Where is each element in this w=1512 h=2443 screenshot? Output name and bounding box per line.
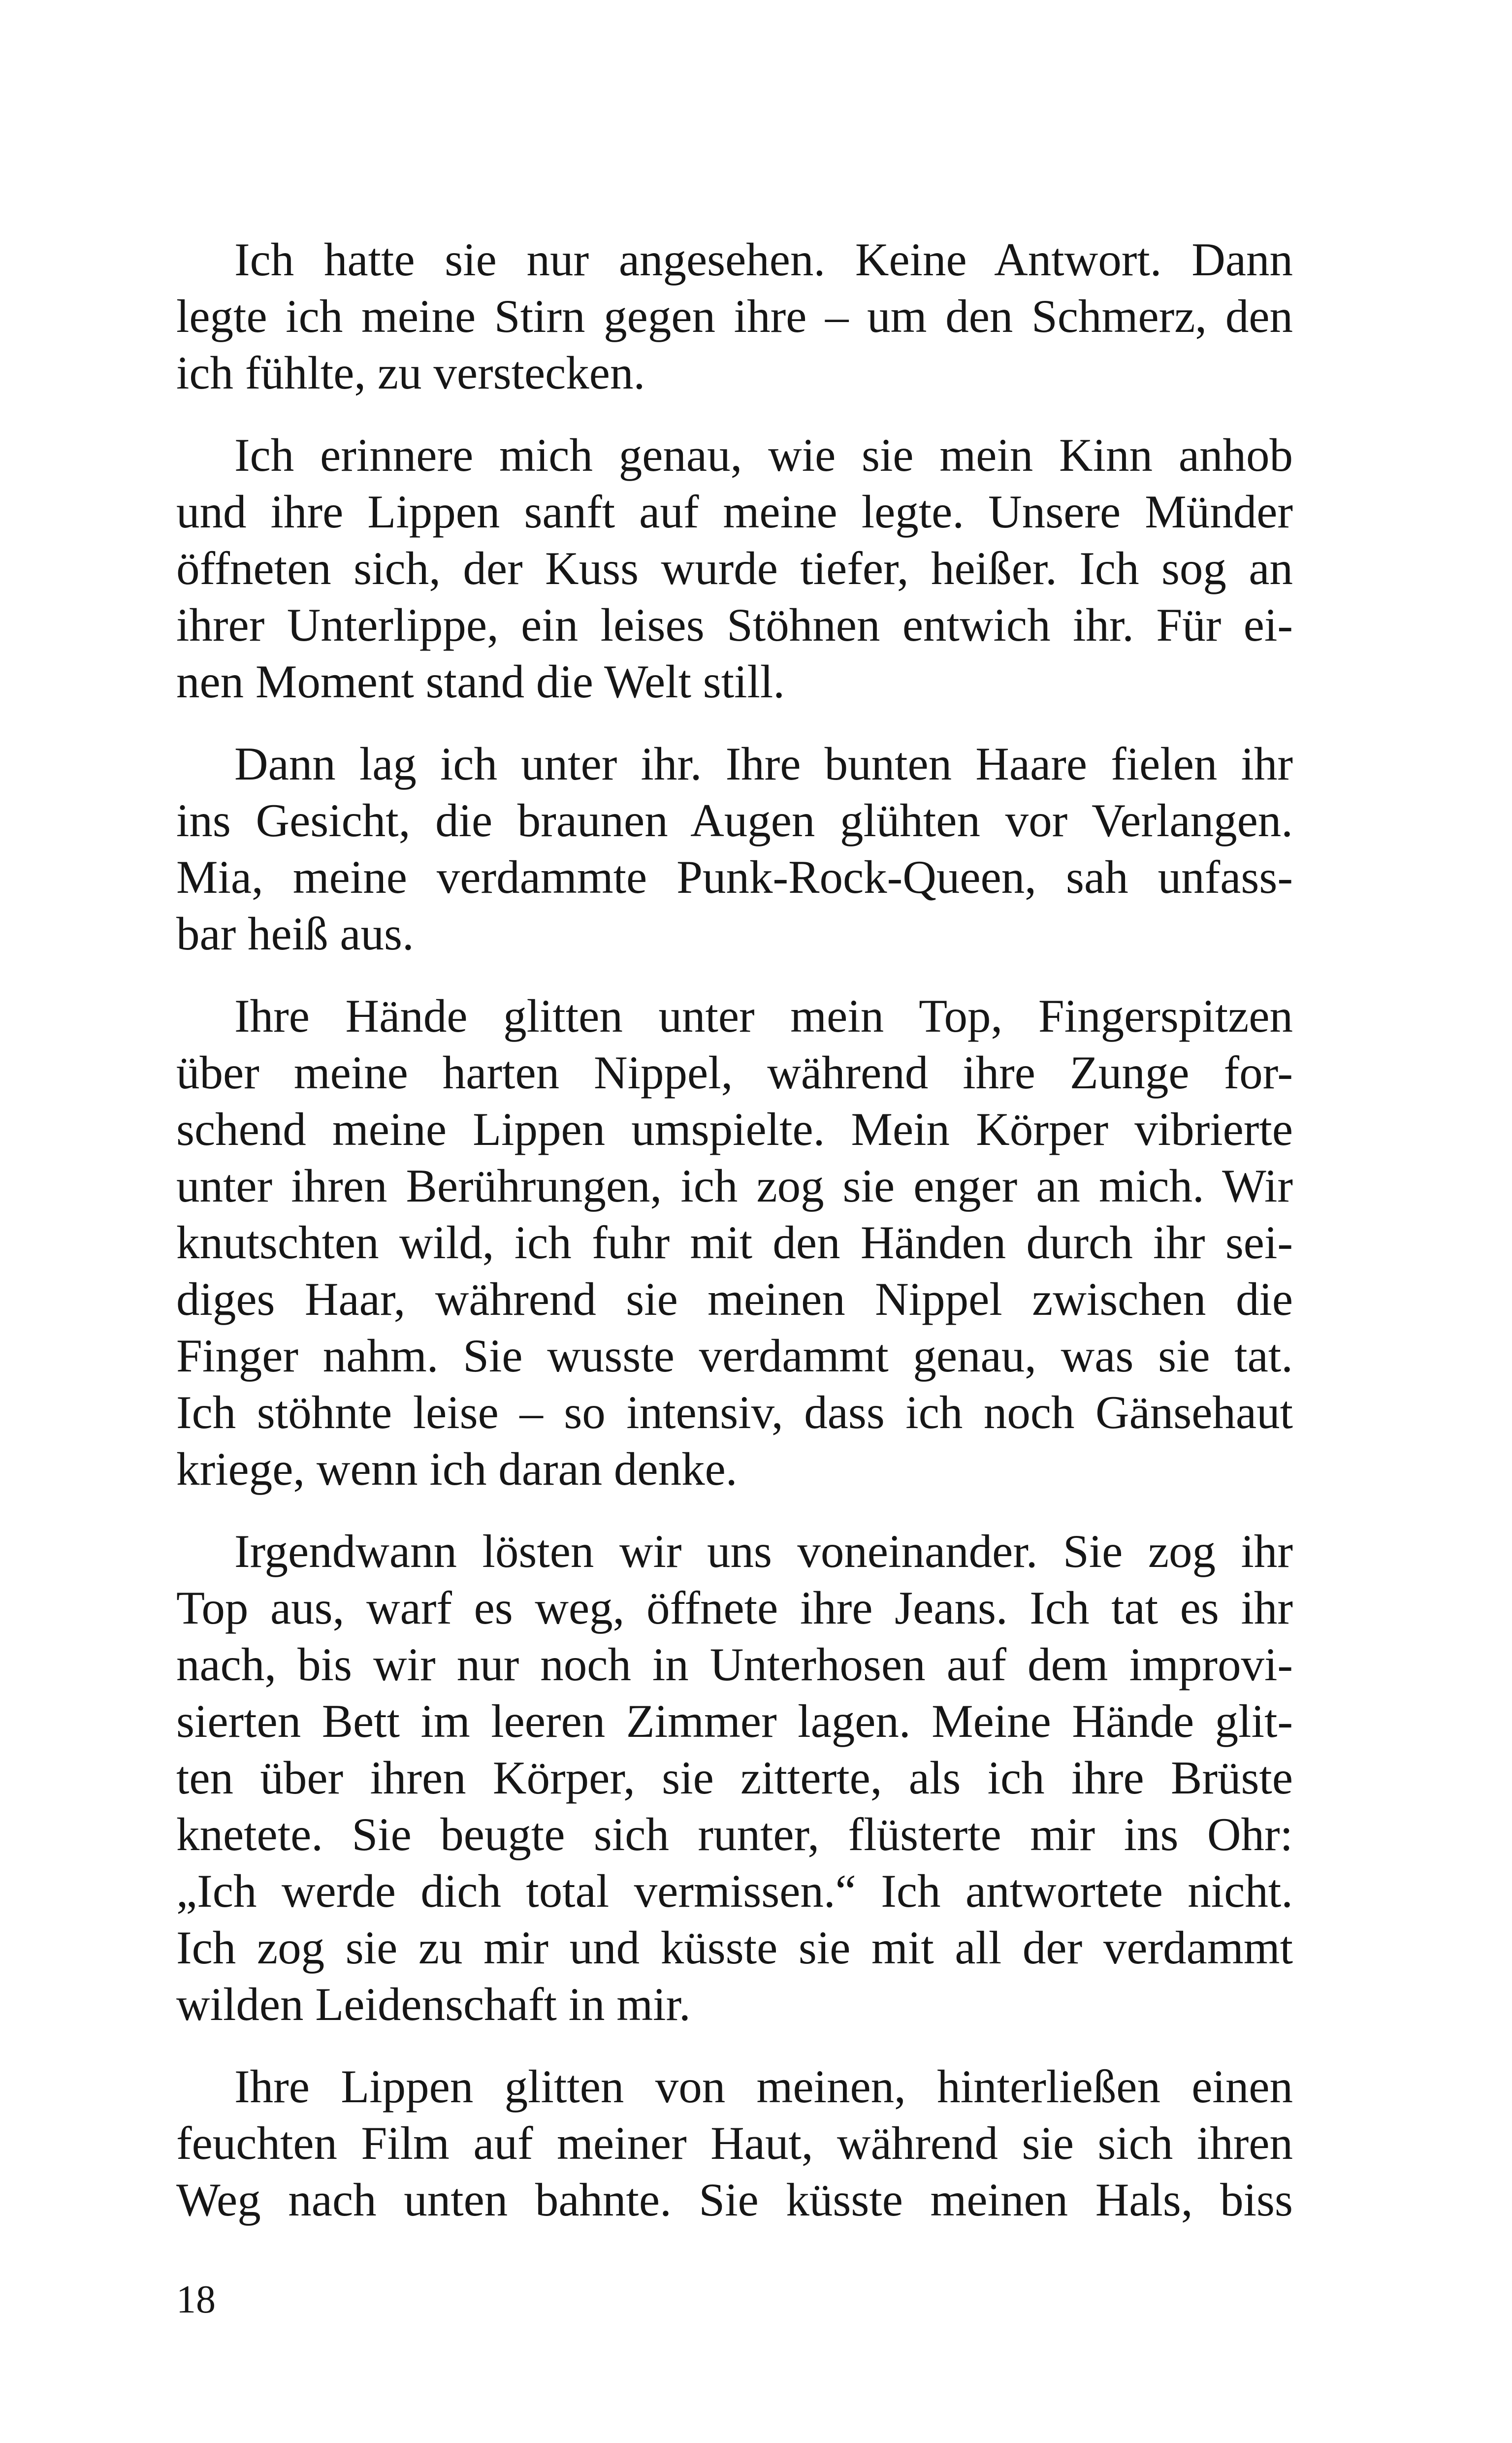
text-line: Finger nahm. Sie wusste verdammt genau, was sie tat. bbox=[176, 1330, 1293, 1382]
text-line: Ihre Lippen glitten von meinen, hinterließen einen bbox=[234, 2060, 1293, 2113]
page-number: 18 bbox=[176, 2278, 216, 2321]
text-line: Top aus, warf es weg, öffnete ihre Jeans. Ich tat es ihr bbox=[176, 1582, 1293, 1634]
text-line: diges Haar, während sie meinen Nippel zwischen die bbox=[176, 1273, 1293, 1325]
text-line: nach, bis wir nur noch in Unterhosen auf dem improvi- bbox=[176, 1638, 1293, 1691]
text-line: Ihre Hände glitten unter mein Top, Fingerspitzen bbox=[234, 990, 1293, 1042]
text-line: Irgendwann lösten wir uns voneinander. Sie zog ihr bbox=[234, 1525, 1293, 1577]
paragraph bbox=[176, 736, 1293, 962]
paragraph-gap bbox=[176, 710, 1293, 736]
text-line: feuchten Film auf meiner Haut, während sie sich ihren bbox=[176, 2117, 1293, 2169]
text-line: Ich hatte sie nur angesehen. Keine Antwort. Dann bbox=[234, 233, 1293, 286]
text-line: Mia, meine verdammte Punk-Rock-Queen, sah unfass- bbox=[176, 851, 1293, 903]
text-line: legte ich meine Stirn gegen ihre – um den Schmerz, den bbox=[176, 290, 1293, 342]
text-line: nen Moment stand die Welt still. bbox=[176, 655, 785, 708]
text-line: über meine harten Nippel, während ihre Zunge for- bbox=[176, 1046, 1293, 1099]
text-line: knetete. Sie beugte sich runter, flüsterte mir ins Ohr: bbox=[176, 1808, 1293, 1860]
text-line: Weg nach unten bahnte. Sie küsste meinen Hals, biss bbox=[176, 2174, 1293, 2226]
text-line: öffneten sich, der Kuss wurde tiefer, heißer. Ich sog an bbox=[176, 542, 1293, 594]
paragraph bbox=[176, 427, 1293, 710]
text-line: und ihre Lippen sanft auf meine legte. Unsere Münder bbox=[176, 486, 1293, 538]
paragraph bbox=[176, 1523, 1293, 2033]
paragraph bbox=[176, 231, 1293, 401]
text-line: Ich erinnere mich genau, wie sie mein Kinn anhob bbox=[234, 429, 1293, 481]
text-line: Dann lag ich unter ihr. Ihre bunten Haare fielen ihr bbox=[234, 738, 1293, 790]
paragraph-gap bbox=[176, 962, 1293, 988]
paragraph-gap bbox=[176, 2033, 1293, 2058]
text-line: ins Gesicht, die braunen Augen glühten vor Verlangen. bbox=[176, 794, 1293, 847]
text-line: wilden Leidenschaft in mir. bbox=[176, 1978, 691, 2030]
body-text bbox=[176, 231, 1293, 2228]
paragraph-gap bbox=[176, 1498, 1293, 1523]
text-line: kriege, wenn ich daran denke. bbox=[176, 1443, 738, 1495]
text-line: ten über ihren Körper, sie zitterte, als ich ihre Brüste bbox=[176, 1752, 1293, 1804]
text-line: bar heiß aus. bbox=[176, 908, 414, 960]
text-line: knutschten wild, ich fuhr mit den Händen durch ihr sei- bbox=[176, 1216, 1293, 1269]
paragraph bbox=[176, 988, 1293, 1498]
text-line: ihrer Unterlippe, ein leises Stöhnen entwich ihr. Für ei- bbox=[176, 599, 1293, 651]
text-line: sierten Bett im leeren Zimmer lagen. Meine Hände glit- bbox=[176, 1695, 1293, 1747]
text-line: schend meine Lippen umspielte. Mein Körper vibrierte bbox=[176, 1103, 1293, 1155]
paragraph-gap bbox=[176, 401, 1293, 427]
text-line: „Ich werde dich total vermissen.“ Ich antwortete nicht. bbox=[176, 1865, 1293, 1917]
text-line: Ich zog sie zu mir und küsste sie mit all der verdammt bbox=[176, 1922, 1293, 1974]
paragraph bbox=[176, 2058, 1293, 2228]
text-line: ich fühlte, zu verstecken. bbox=[176, 347, 645, 399]
text-line: unter ihren Berührungen, ich zog sie enger an mich. Wir bbox=[176, 1160, 1293, 1212]
text-line: Ich stöhnte leise – so intensiv, dass ich noch Gänsehaut bbox=[176, 1386, 1293, 1438]
